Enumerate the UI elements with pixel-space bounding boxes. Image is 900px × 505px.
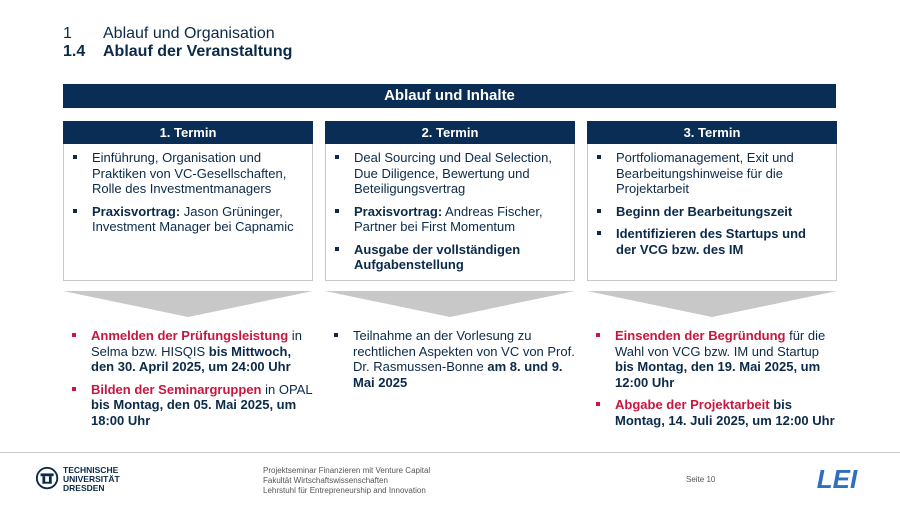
list-item [595, 328, 837, 390]
subsection-title: Ablauf der Veranstaltung [103, 43, 293, 60]
item-deadline: bis Montag, den 19. Mai 2025, um 12:00 Uhr [615, 359, 821, 390]
section-title: Ablauf und Organisation [103, 25, 275, 42]
bullet-icon [335, 209, 339, 213]
item-highlight: Einsenden der Begründung [615, 328, 786, 343]
item-deadline: am 8. und 9. Mai 2025 [353, 359, 563, 390]
item-text: Andreas Fischer, Partner bei First Momentum [354, 203, 543, 234]
item-deadline: bis Montag, 14. Juli 2025, um 12:00 Uhr [615, 397, 835, 428]
item-text: Teilnahme an der Vorlesung zu rechtlichen Aspekten von VC von Prof. Dr. Rasmussen-Bonne [353, 328, 575, 374]
bullet-icon [72, 387, 76, 391]
column-box-1 [63, 144, 313, 281]
bullet-icon [335, 155, 339, 159]
bullet-icon [596, 402, 600, 406]
item-text: in OPAL [261, 381, 313, 397]
section-number: 1 [63, 25, 72, 42]
page-number: Seite 10 [686, 475, 716, 484]
lower-section-3 [587, 328, 837, 435]
tu-dresden-wordmark [63, 466, 120, 493]
footer-info [263, 466, 430, 496]
wordmark-line: DRESDEN [63, 483, 105, 493]
bullet-icon [597, 231, 601, 235]
subsection-heading [63, 43, 292, 61]
list-item [596, 204, 828, 220]
list-item [596, 150, 828, 197]
banner-title: Ablauf und Inhalte [63, 84, 836, 108]
item-text: Deal Sourcing und Deal Selection, Due Diligence, Bewertung und Beteiligungsvertrag [354, 150, 553, 196]
lei-logo-icon [809, 464, 865, 492]
item-highlight: Abgabe der Projektarbeit [615, 397, 770, 412]
footer-divider [0, 452, 900, 453]
list-item [72, 150, 304, 197]
subsection-number: 1.4 [63, 43, 86, 60]
item-text: in Selma bzw. HISQIS [91, 328, 302, 359]
item-text: Einführung, Organisation und Praktiken von VC-Gesellschaften, Rolle des Investmentmanagers [92, 150, 287, 196]
bullet-icon [73, 155, 77, 159]
lower-section-1 [63, 328, 313, 435]
bullet-icon [597, 155, 601, 159]
item-text: Jason Grüninger, Investment Manager bei Capnamic [92, 203, 294, 234]
wordmark-line: UNIVERSITÄT [63, 474, 120, 484]
list-item [334, 150, 566, 197]
chevron-down-icon [63, 291, 313, 317]
column-header-1: 1. Termin [63, 121, 313, 144]
item-highlight: Anmelden der Prüfungsleistung [91, 328, 289, 343]
footer-faculty: Fakultät Wirtschaftswissenschaften [263, 476, 388, 485]
list-item [596, 226, 828, 257]
column-box-2 [325, 144, 575, 281]
item-highlight: Bilden der Seminargruppen [91, 381, 262, 397]
wordmark-line: TECHNISCHE [63, 465, 119, 475]
list-item [333, 328, 575, 390]
section-heading [63, 25, 275, 43]
tu-dresden-logo-icon [35, 466, 61, 492]
column-header-3: 3. Termin [587, 121, 837, 144]
lower-section-2 [325, 328, 575, 397]
bullet-icon [334, 333, 338, 337]
bullet-icon [72, 333, 76, 337]
bullet-icon [335, 247, 339, 251]
list-item [334, 204, 566, 235]
svg-text:LEI: LEI [816, 464, 858, 492]
item-text: Identifizieren des Startups und der VCG bzw. des IM [616, 226, 806, 257]
item-text: Ausgabe der vollständigen Aufgabenstellung [354, 241, 521, 272]
column-box-3 [587, 144, 837, 281]
bullet-icon [596, 333, 600, 337]
item-deadline: bis Mittwoch, den 30. April 2025, um 24:00 Uhr [91, 343, 292, 374]
list-item [72, 204, 304, 235]
chevron-down-icon [325, 291, 575, 317]
bullet-icon [597, 209, 601, 213]
item-text: Portfoliomanagement, Exit und Bearbeitungshinweise für die Projektarbeit [616, 150, 794, 196]
item-deadline: bis Montag, den 05. Mai 2025, um 18:00 Uhr [91, 397, 297, 428]
column-header-2: 2. Termin [325, 121, 575, 144]
chevron-down-icon [587, 291, 837, 317]
bullet-icon [73, 209, 77, 213]
item-label: Praxisvortrag: [354, 203, 443, 219]
footer-course: Projektseminar Finanzieren mit Venture Capital [263, 466, 431, 475]
list-item [71, 382, 313, 429]
footer-chair: Lehrstuhl für Entrepreneurship and Innovation [263, 486, 426, 495]
item-text: für die Wahl von VCG bzw. IM und Startup [615, 328, 826, 359]
list-item [595, 397, 837, 428]
list-item [71, 328, 313, 375]
item-text: Beginn der Bearbeitungszeit [616, 203, 793, 219]
item-label: Praxisvortrag: [92, 203, 181, 219]
list-item [334, 242, 566, 273]
